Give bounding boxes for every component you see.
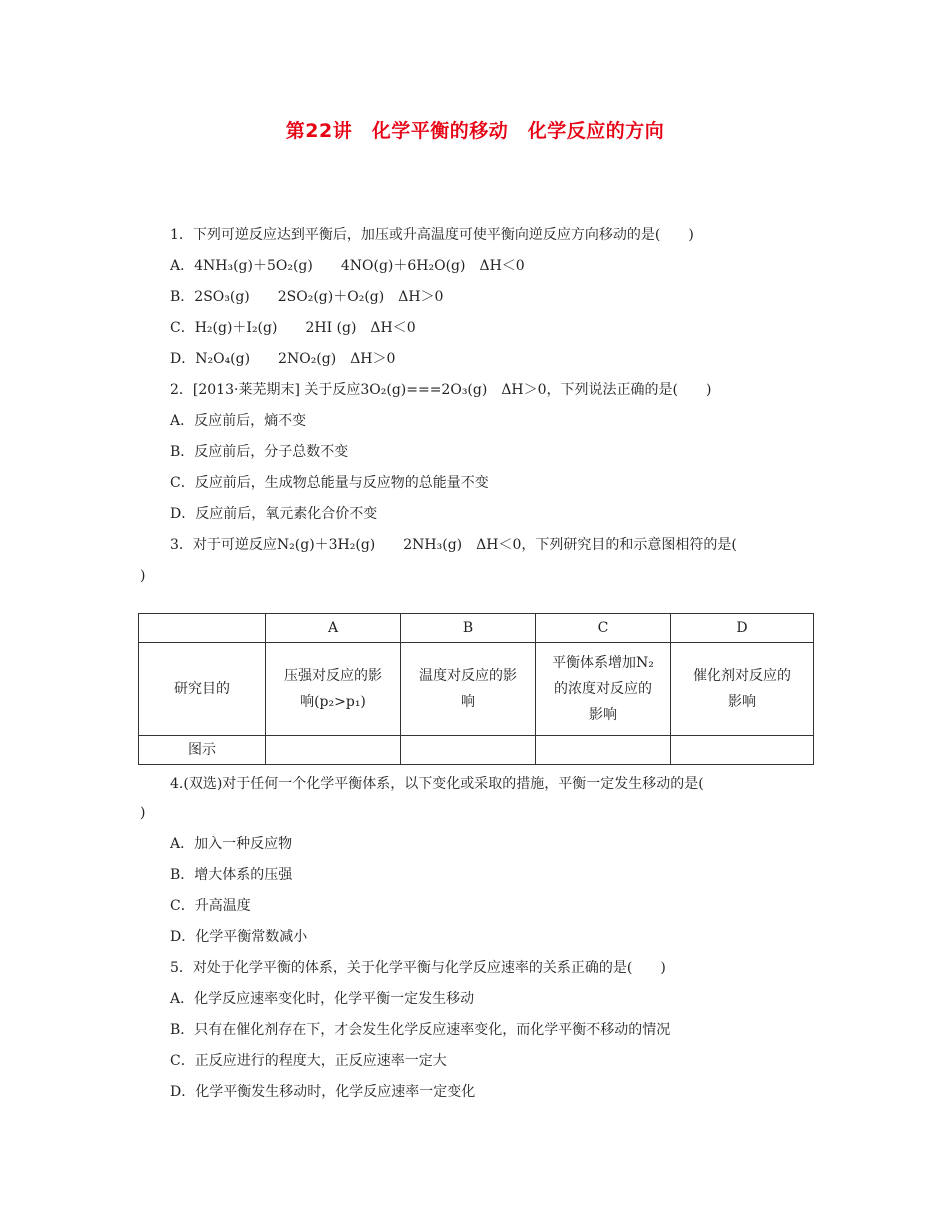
purpose-d-line1: 催化剂对反应的 xyxy=(693,668,791,684)
q5-option-b: B．只有在催化剂存在下，才会发生化学反应速率变化，而化学平衡不移动的情况 xyxy=(170,1022,671,1038)
purpose-a xyxy=(266,643,401,736)
page-title: 第22讲 化学平衡的移动 化学反应的方向 xyxy=(285,120,665,142)
figure-a xyxy=(266,736,401,765)
purpose-b-line1: 温度对反应的影 xyxy=(419,668,517,684)
figure-d xyxy=(671,736,814,765)
q5-stem: 5．对处于化学平衡的体系，关于化学平衡与化学反应速率的关系正确的是( ) xyxy=(170,960,666,976)
purpose-a-line1: 压强对反应的影 xyxy=(284,668,382,684)
table-header-empty xyxy=(139,614,266,643)
table-header-row xyxy=(139,614,814,643)
purpose-label: 研究目的 xyxy=(139,643,266,736)
q1-option-c: C．H₂(g)＋I₂(g) 2HI (g) ΔH＜0 xyxy=(170,320,416,336)
figure-b xyxy=(401,736,536,765)
q3-comparison-table xyxy=(138,613,814,765)
q3-stem: 3．对于可逆反应N₂(g)＋3H₂(g) 2NH₃(g) ΔH＜0，下列研究目的和示意图相符的是( xyxy=(170,537,737,553)
q4-stem-cont: ) xyxy=(140,805,146,821)
q2-option-c: C．反应前后，生成物总能量与反应物的总能量不变 xyxy=(170,475,489,491)
q2-stem: 2．[2013·莱芜期末] 关于反应3O₂(g)===2O₃(g) ΔH＞0，下列说法正确的是( ) xyxy=(170,382,712,398)
q4-option-b: B．增大体系的压强 xyxy=(170,867,293,883)
purpose-d-line2: 影响 xyxy=(728,694,756,710)
figure-c xyxy=(536,736,671,765)
purpose-c-line2: 的浓度对反应的 xyxy=(554,681,652,697)
q5-option-d: D．化学平衡发生移动时，化学反应速率一定变化 xyxy=(170,1084,476,1100)
q1-stem: 1．下列可逆反应达到平衡后，加压或升高温度可使平衡向逆反应方向移动的是( ) xyxy=(170,227,694,243)
q1-option-d: D．N₂O₄(g) 2NO₂(g) ΔH＞0 xyxy=(170,351,396,367)
q3-stem-cont: ) xyxy=(140,568,146,584)
purpose-c-line1: 平衡体系增加N₂ xyxy=(552,655,654,671)
q1-option-b: B．2SO₃(g) 2SO₂(g)＋O₂(g) ΔH＞0 xyxy=(170,289,444,305)
q5-option-c: C．正反应进行的程度大，正反应速率一定大 xyxy=(170,1053,447,1069)
table-row-figure xyxy=(139,736,814,765)
table-header-c: C xyxy=(536,614,671,643)
purpose-c xyxy=(536,643,671,736)
table-row-purpose xyxy=(139,643,814,736)
table-header-b: B xyxy=(401,614,536,643)
q4-option-d: D．化学平衡常数减小 xyxy=(170,929,308,945)
q4-option-c: C．升高温度 xyxy=(170,898,251,914)
purpose-d xyxy=(671,643,814,736)
q1-option-a: A．4NH₃(g)＋5O₂(g) 4NO(g)＋6H₂O(g) ΔH＜0 xyxy=(170,258,525,274)
purpose-b-line2: 响 xyxy=(461,694,475,710)
q5-option-a: A．化学反应速率变化时，化学平衡一定发生移动 xyxy=(170,991,475,1007)
q2-option-d: D．反应前后，氧元素化合价不变 xyxy=(170,506,378,522)
q4-option-a: A．加入一种反应物 xyxy=(170,836,293,852)
purpose-a-line2: 响(p₂>p₁) xyxy=(300,694,366,710)
purpose-b xyxy=(401,643,536,736)
table-header-a: A xyxy=(266,614,401,643)
figure-label: 图示 xyxy=(139,736,266,765)
q2-option-b: B．反应前后，分子总数不变 xyxy=(170,444,349,460)
q4-stem: 4.(双选)对于任何一个化学平衡体系，以下变化或采取的措施，平衡一定发生移动的是( xyxy=(170,776,704,792)
table-header-d: D xyxy=(671,614,814,643)
purpose-c-line3: 影响 xyxy=(589,707,617,723)
q2-option-a: A．反应前后，熵不变 xyxy=(170,413,307,429)
